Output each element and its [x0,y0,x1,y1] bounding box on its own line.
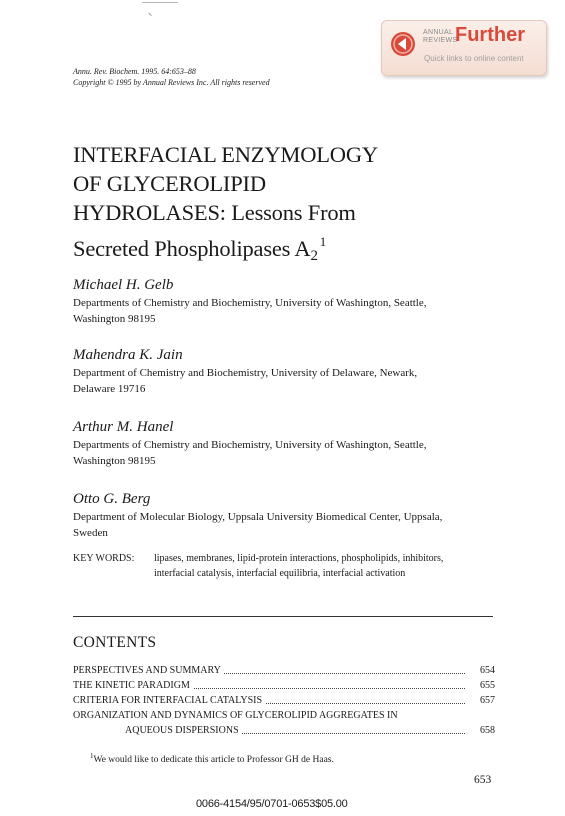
author-name: Mahendra K. Jain [73,347,183,363]
toc-entry-page: 658 [480,725,495,736]
further-label: Further [455,24,525,46]
author-affiliation: Departments of Chemistry and Biochemistry, University of Washington, Seattle, Washington 98195 [73,297,427,325]
toc-entry-page: 655 [480,680,495,691]
title-line-1: INTERFACIAL ENZYMOLOGY [73,142,378,167]
title-line-4 [73,227,378,271]
top-tick-mark [148,10,154,16]
top-rule-mark [142,2,178,3]
article-title [73,140,378,271]
footnote-text: We would like to dedicate this article to Professor GH de Haas. [93,755,334,766]
footnote [90,752,334,765]
toc-entry-title: PERSPECTIVES AND SUMMARY [73,665,224,676]
keywords-list: lipases, membranes, lipid-protein interactions, phospholipids, inhibitors, interfacial catalysis, interfacial equilibria, interfacial activation [154,553,444,579]
keywords-label: KEY WORDS: [73,553,135,564]
back-arrow-icon [390,31,416,57]
toc-entry[interactable] [73,693,495,708]
contents-heading: CONTENTS [73,634,157,651]
table-of-contents [73,663,495,738]
quick-links-label: Quick links to online content [424,54,524,63]
section-divider [73,616,493,617]
title-line-4-text: Secreted Phospholipases A [73,236,311,261]
title-footnote-mark: 1 [319,234,327,249]
author-block [73,418,493,469]
author-block [73,346,493,397]
journal-citation [73,66,270,88]
further-banner[interactable] [381,20,547,76]
title-line-2: OF GLYCEROLIPID [73,171,266,196]
author-name: Otto G. Berg [73,491,151,507]
toc-entry[interactable] [73,708,495,723]
page-number: 653 [474,774,492,786]
author-affiliation: Department of Chemistry and Biochemistry, University of Delaware, Newark, Delaware 19716 [73,367,418,395]
article-code: 0066-4154/95/0701-0653$05.00 [196,798,348,810]
toc-entry-title: CRITERIA FOR INTERFACIAL CATALYSIS [73,695,265,706]
author-affiliation: Department of Molecular Biology, Uppsala University Biomedical Center, Uppsala, Sweden [73,511,443,539]
author-affiliation: Departments of Chemistry and Biochemistry, University of Washington, Seattle, Washington 98195 [73,439,427,467]
toc-entry-page: 657 [480,695,495,706]
toc-entry-title: THE KINETIC PARADIGM [73,680,193,691]
author-block [73,276,493,327]
toc-entry[interactable] [73,663,495,678]
copyright-line: Copyright © 1995 by Annual Reviews Inc. All rights reserved [73,78,270,87]
author-name: Michael H. Gelb [73,277,174,293]
title-subscript: 2 [310,248,318,264]
toc-entry-title-continued: AQUEOUS DISPERSIONS [73,725,242,736]
annual-reviews-label: ANNUAL REVIEWS [423,29,458,44]
title-line-3: HYDROLASES: Lessons From [73,200,356,225]
toc-entry[interactable] [73,678,495,693]
toc-entry-continuation[interactable] [73,723,495,738]
footnote-mark: 1 [90,752,94,760]
author-block [73,490,493,541]
journal-reference: Annu. Rev. Biochem. 1995. 64:653–88 [73,67,196,76]
toc-entry-title: ORGANIZATION AND DYNAMICS OF GLYCEROLIPID AGGREGATES IN [73,710,401,721]
author-name: Arthur M. Hanel [73,419,174,435]
toc-entry-page: 654 [480,665,495,676]
